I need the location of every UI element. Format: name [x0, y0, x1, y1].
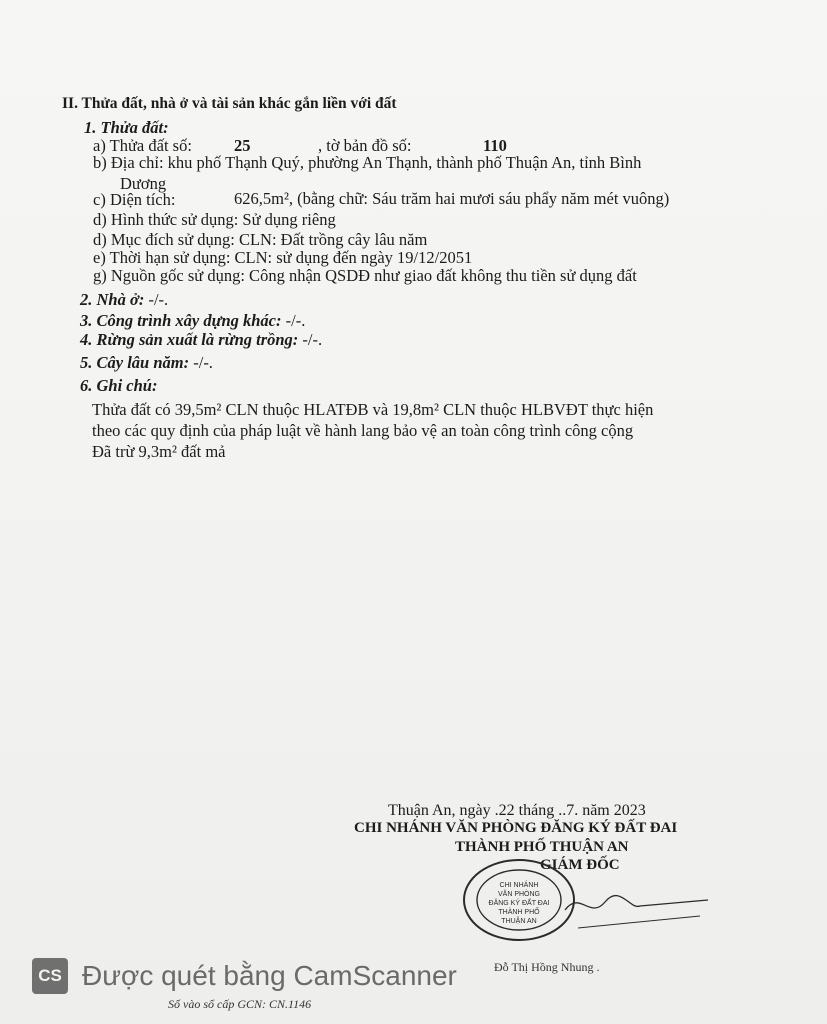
forest-value: -/-.	[302, 330, 323, 349]
perennial-heading: 5. Cây lâu năm:	[80, 353, 190, 372]
area-label: c) Diện tích:	[93, 190, 176, 209]
org-name-line-1: CHI NHÁNH VĂN PHÒNG ĐĂNG KÝ ĐẤT ĐAI	[354, 820, 678, 836]
note-line: Thửa đất có 39,5m² CLN thuộc HLATĐB và 19,8m² CLN thuộc HLBVĐT thực hiện	[92, 400, 654, 419]
use-purpose: d) Mục đích sử dụng: CLN: Đất trồng cây lâu năm	[93, 230, 428, 249]
forest-heading: 4. Rừng sản xuất là rừng trồng:	[80, 330, 299, 349]
note-line: theo các quy định của pháp luật về hành lang bảo vệ an toàn công trình công cộng	[92, 421, 634, 440]
map-sheet-label: , tờ bản đồ số:	[318, 136, 412, 155]
camscanner-watermark: Được quét bằng CamScanner	[82, 960, 457, 991]
stamp-line: VĂN PHÒNG	[497, 891, 541, 898]
stamp-line: THÀNH PHỐ	[498, 909, 540, 916]
stamp-line: ĐĂNG KÝ ĐẤT ĐAI	[488, 900, 550, 907]
house-row	[80, 290, 168, 310]
forest-row	[80, 330, 322, 350]
signer-title: GIÁM ĐỐC	[540, 857, 620, 873]
org-name-line-2: THÀNH PHỐ THUẬN AN	[455, 839, 629, 855]
parcel-heading: 1. Thửa đất:	[84, 118, 169, 137]
notes-heading: 6. Ghi chú:	[80, 376, 158, 395]
stamp-line: CHI NHÁNH	[499, 882, 539, 889]
use-term: e) Thời hạn sử dụng: CLN: sử dụng đến ngày 19/12/2051	[93, 248, 473, 267]
construction-heading: 3. Công trình xây dựng khác:	[80, 311, 282, 330]
use-form: d) Hình thức sử dụng: Sử dụng riêng	[93, 210, 336, 229]
camscanner-logo: CS	[32, 958, 68, 994]
address-line-2: Dương	[120, 174, 167, 193]
signature-scribble	[560, 880, 710, 940]
use-origin: g) Nguồn gốc sử dụng: Công nhận QSDĐ như giao đất không thu tiền sử dụng đất	[93, 266, 637, 285]
parcel-number-label: a) Thửa đất số:	[93, 136, 192, 155]
area-value: 626,5m², (bằng chữ: Sáu trăm hai mươi sáu phẩy năm mét vuông)	[234, 189, 670, 208]
construction-value: -/-.	[285, 311, 306, 330]
note-line: Đã trừ 9,3m² đất mả	[92, 442, 226, 461]
construction-row	[80, 311, 305, 331]
house-value: -/-.	[148, 290, 169, 309]
signer-name: Đỗ Thị Hồng Nhung .	[494, 960, 600, 974]
house-heading: 2. Nhà ở:	[80, 290, 145, 309]
stamp-line: THUẬN AN	[501, 918, 537, 925]
registry-number: Số vào sổ cấp GCN: CN.1146	[168, 997, 312, 1011]
perennial-row	[80, 353, 213, 373]
perennial-value: -/-.	[193, 353, 213, 372]
address-line-1: b) Địa chỉ: khu phố Thạnh Quý, phường An Thạnh, thành phố Thuận An, tỉnh Bình	[93, 153, 642, 172]
parcel-number-value: 25	[234, 136, 251, 155]
section-title: II. Thửa đất, nhà ở và tài sản khác gắn liền với đất	[62, 95, 397, 112]
map-sheet-value: 110	[483, 136, 507, 155]
place-date: Thuận An, ngày .22 tháng ..7. năm 2023	[388, 802, 646, 819]
